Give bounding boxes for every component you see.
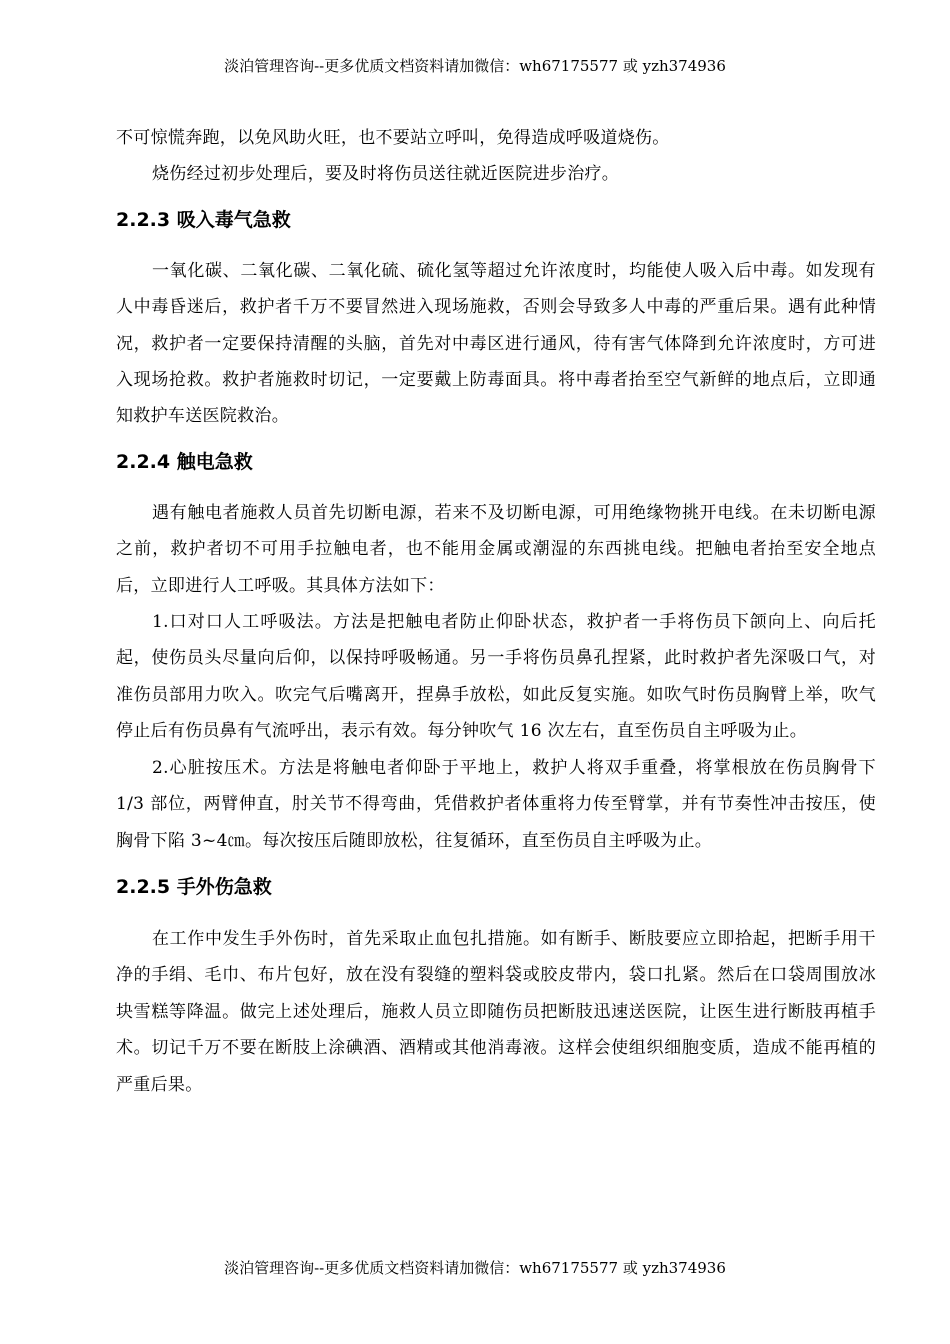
section-heading-2-2-3: 2.2.3 吸入毒气急救 [116, 208, 291, 231]
page-footer: 淡泊管理咨询--更多优质文档资料请加微信：wh67175577 或 yzh374936 [224, 1259, 726, 1277]
intro-continuation: 不可惊慌奔跑，以免风助火旺，也不要站立呼叫，免得造成呼吸道烧伤。 [116, 128, 670, 148]
section-2-2-5-paragraph: 在工作中发生手外伤时，首先采取止血包扎措施。如有断手、断肢要应立即拾起，把断手用干净的手绢、毛巾、布片包好，放在没有裂缝的塑料袋或胶皮带内，袋口扎紧。然后在口袋周围放冰块雪糕等降温。做完上述处理后，施救人员立即随伤员把断肢迅速送医院，让医生进行断肢再植手术。切记千万不要在断肢上涂碘酒、酒精或其他消毒液。这样会使组织细胞变质，造成不能再植的严重后果。 [116, 928, 876, 1095]
section-2-2-4-paragraph-2: 1.口对口人工呼吸法。方法是把触电者防止仰卧状态，救护者一手将伤员下颌向上、向后托起，使伤员头尽量向后仰，以保持呼吸畅通。另一手将伤员鼻孔捏紧，此时救护者先深吸口气，对准伤员部用力吹入。吹完气后嘴离开，捏鼻手放松，如此反复实施。如吹气时伤员胸臂上举，吹气停止后有伤员鼻有气流呼出，表示有效。每分钟吹气 16 次左右，直至伤员自主呼吸为止。 [116, 612, 876, 742]
page-header: 淡泊管理咨询--更多优质文档资料请加微信：wh67175577 或 yzh374936 [224, 57, 726, 75]
document-body [116, 120, 876, 1103]
section-heading-2-2-5: 2.2.5 手外伤急救 [116, 875, 272, 898]
section-2-2-4-paragraph-1: 遇有触电者施救人员首先切断电源，若来不及切断电源，可用绝缘物挑开电线。在未切断电源之前，救护者切不可用手拉触电者，也不能用金属或潮湿的东西挑电线。把触电者抬至安全地点后，立即进行人工呼吸。其具体方法如下： [116, 502, 876, 596]
section-2-2-3-paragraph: 一氧化碳、二氧化碳、二氧化硫、硫化氢等超过允许浓度时，均能使人吸入后中毒。如发现有人中毒昏迷后，救护者千万不要冒然进入现场施救，否则会导致多人中毒的严重后果。遇有此种情况，救护者一定要保持清醒的头脑，首先对中毒区进行通风，待有害气体降到允许浓度时，方可进入现场抢救。救护者施救时切记，一定要戴上防毒面具。将中毒者抬至空气新鲜的地点后，立即通知救护车送医院救治。 [116, 260, 876, 427]
section-2-2-4-paragraph-3: 2.心脏按压术。方法是将触电者仰卧于平地上，救护人将双手重叠，将掌根放在伤员胸骨下 1/3 部位，两臂伸直，肘关节不得弯曲，凭借救护者体重将力传至臂掌，并有节奏性冲击按压，使胸骨下陷 3~4㎝。每次按压后随即放松，往复循环，直至伤员自主呼吸为止。 [116, 757, 876, 851]
section-heading-2-2-4: 2.2.4 触电急救 [116, 450, 253, 473]
intro-paragraph: 烧伤经过初步处理后，要及时将伤员送往就近医院进步治疗。 [152, 164, 620, 185]
